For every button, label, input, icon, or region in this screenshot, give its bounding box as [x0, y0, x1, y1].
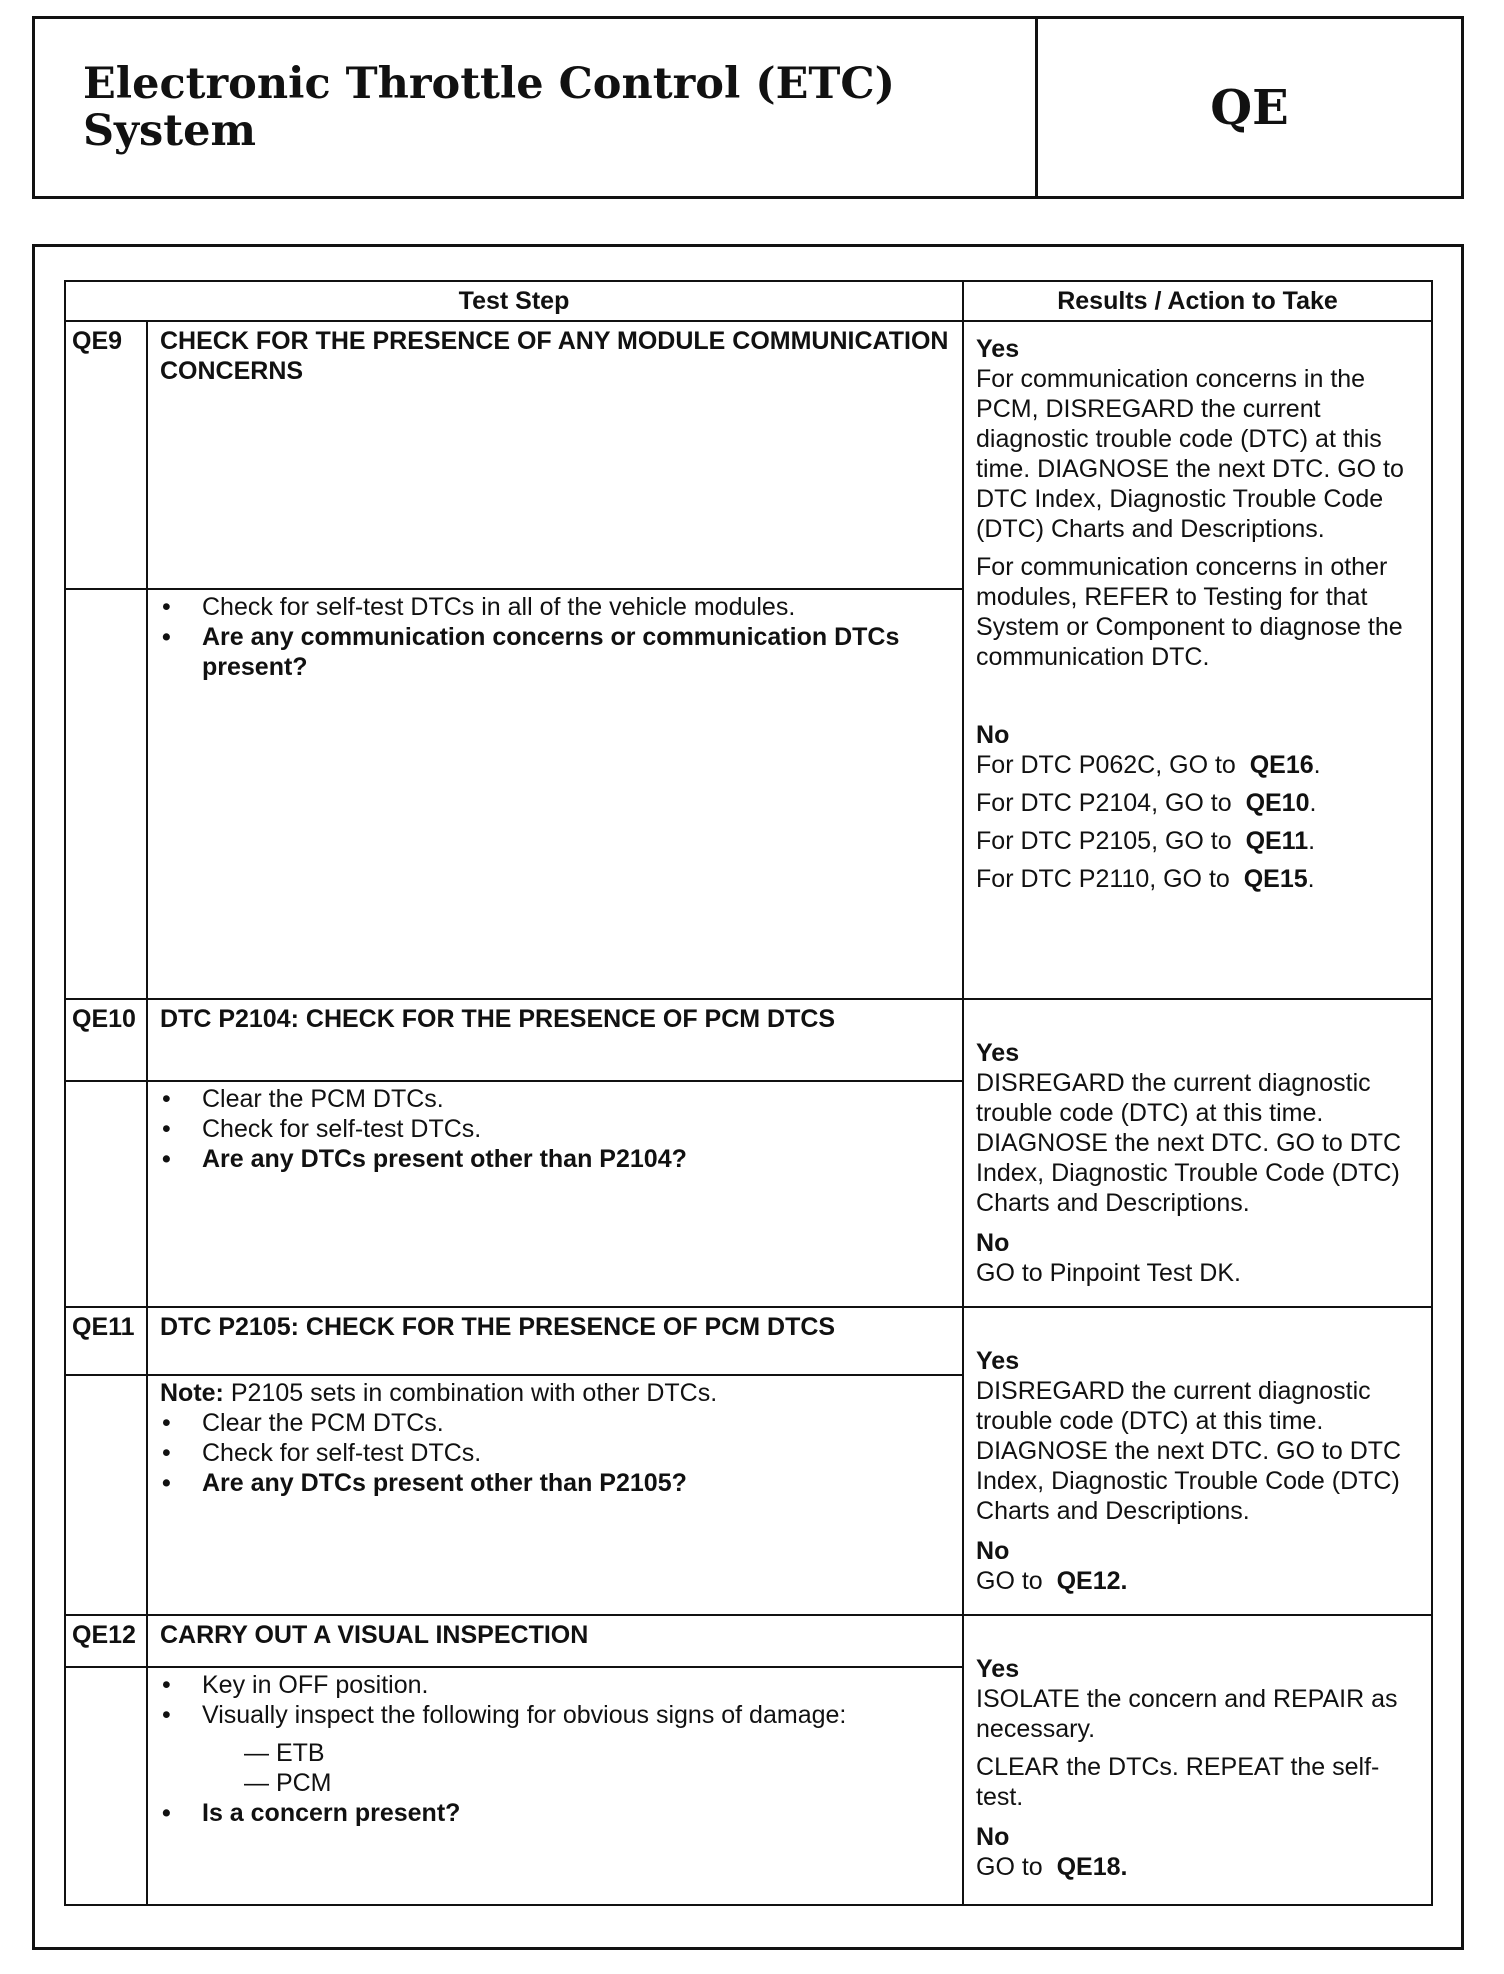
yes-action: ISOLATE the concern and REPAIR as necessary. — [976, 1685, 1398, 1743]
yes-label: Yes — [976, 335, 1020, 363]
step-results-qe12 — [963, 1615, 1432, 1905]
list-item: • Check for self-test DTCs in all of the vehicle modules. — [160, 592, 950, 622]
step-note: Note: P2105 sets in combination with other DTCs. — [160, 1379, 718, 1408]
no-action: GO to Pinpoint Test DK. — [976, 1259, 1241, 1287]
step-number: QE12 — [65, 1615, 147, 1667]
col-header-results: Results / Action to Take — [963, 281, 1432, 321]
no-label: No — [976, 721, 1010, 749]
step-title-row-qe9 — [65, 321, 1432, 589]
step-title-row-qe10 — [65, 999, 1432, 1081]
test-step-table — [64, 280, 1433, 1906]
step-title-row-qe11 — [65, 1307, 1432, 1375]
step-number: QE11 — [65, 1307, 147, 1375]
section-code: QE — [1210, 79, 1289, 136]
step-title-row-qe12 — [65, 1615, 1432, 1667]
no-label: No — [976, 1537, 1010, 1565]
step-question: • Are any DTCs present other than P2104? — [160, 1144, 950, 1174]
step-title: CARRY OUT A VISUAL INSPECTION — [147, 1615, 963, 1667]
list-item: • Check for self-test DTCs. — [160, 1438, 950, 1468]
list-item: • Clear the PCM DTCs. — [160, 1084, 950, 1114]
step-results-qe9 — [963, 321, 1432, 999]
no-label: No — [976, 1823, 1010, 1851]
list-item: • Visually inspect the following for obvious signs of damage: — ETB — PCM — [160, 1700, 950, 1798]
step-title: CHECK FOR THE PRESENCE OF ANY MODULE COMMUNICATION CONCERNS — [147, 321, 963, 589]
list-item: • Check for self-test DTCs. — [160, 1114, 950, 1144]
no-action: For DTC P062C, GO to QE16. — [976, 751, 1321, 779]
step-body — [147, 1081, 963, 1307]
step-results-qe11 — [963, 1307, 1432, 1615]
no-action: For DTC P2110, GO to QE15. — [976, 865, 1315, 893]
no-label: No — [976, 1229, 1010, 1257]
step-number: QE9 — [65, 321, 147, 589]
document-header — [32, 16, 1464, 199]
yes-label: Yes — [976, 1655, 1020, 1683]
yes-label: Yes — [976, 1347, 1020, 1375]
step-results-qe10 — [963, 999, 1432, 1307]
title-line-1: Electronic Throttle Control (ETC) — [83, 58, 895, 109]
no-action: For DTC P2105, GO to QE11. — [976, 827, 1316, 855]
step-title: DTC P2105: CHECK FOR THE PRESENCE OF PCM DTCS — [147, 1307, 963, 1375]
step-body — [147, 1375, 963, 1615]
yes-label: Yes — [976, 1039, 1020, 1067]
col-header-test-step: Test Step — [65, 281, 963, 321]
sub-list-item: — PCM — [244, 1769, 332, 1798]
no-action: GO to QE12. — [976, 1567, 1128, 1595]
yes-action: CLEAR the DTCs. REPEAT the self-test. — [976, 1753, 1380, 1811]
no-action: GO to QE18. — [976, 1853, 1128, 1881]
no-action: For DTC P2104, GO to QE10. — [976, 789, 1317, 817]
sub-list-item: — ETB — [244, 1739, 325, 1768]
step-number: QE10 — [65, 999, 147, 1081]
yes-action: DISREGARD the current diagnostic trouble code (DTC) at this time. DIAGNOSE the next DTC. GO to DTC Index, Diagnostic Trouble Code (DTC) Charts and Descriptions. — [976, 1069, 1402, 1217]
step-body — [147, 1667, 963, 1905]
step-question: • Is a concern present? — [160, 1798, 950, 1828]
step-question: • Are any DTCs present other than P2105? — [160, 1468, 950, 1498]
yes-action: DISREGARD the current diagnostic trouble code (DTC) at this time. DIAGNOSE the next DTC. GO to DTC Index, Diagnostic Trouble Code (DTC) Charts and Descriptions. — [976, 1377, 1402, 1525]
title-line-2: System — [83, 105, 256, 156]
yes-action: For communication concerns in other modules, REFER to Testing for that System or Component to diagnose the communication DTC. — [976, 553, 1403, 671]
list-item: • Key in OFF position. — [160, 1670, 950, 1700]
step-body — [147, 589, 963, 999]
document-title — [35, 19, 1038, 196]
yes-action: For communication concerns in the PCM, DISREGARD the current diagnostic trouble code (DTC) at this time. DIAGNOSE the next DTC. GO to DTC Index, Diagnostic Trouble Code (DTC) Charts and Descriptions. — [976, 365, 1404, 543]
step-title: DTC P2104: CHECK FOR THE PRESENCE OF PCM DTCS — [147, 999, 963, 1081]
list-item: • Clear the PCM DTCs. — [160, 1408, 950, 1438]
table-header-row — [65, 281, 1432, 321]
step-question: • Are any communication concerns or communication DTCs present? — [160, 622, 950, 682]
